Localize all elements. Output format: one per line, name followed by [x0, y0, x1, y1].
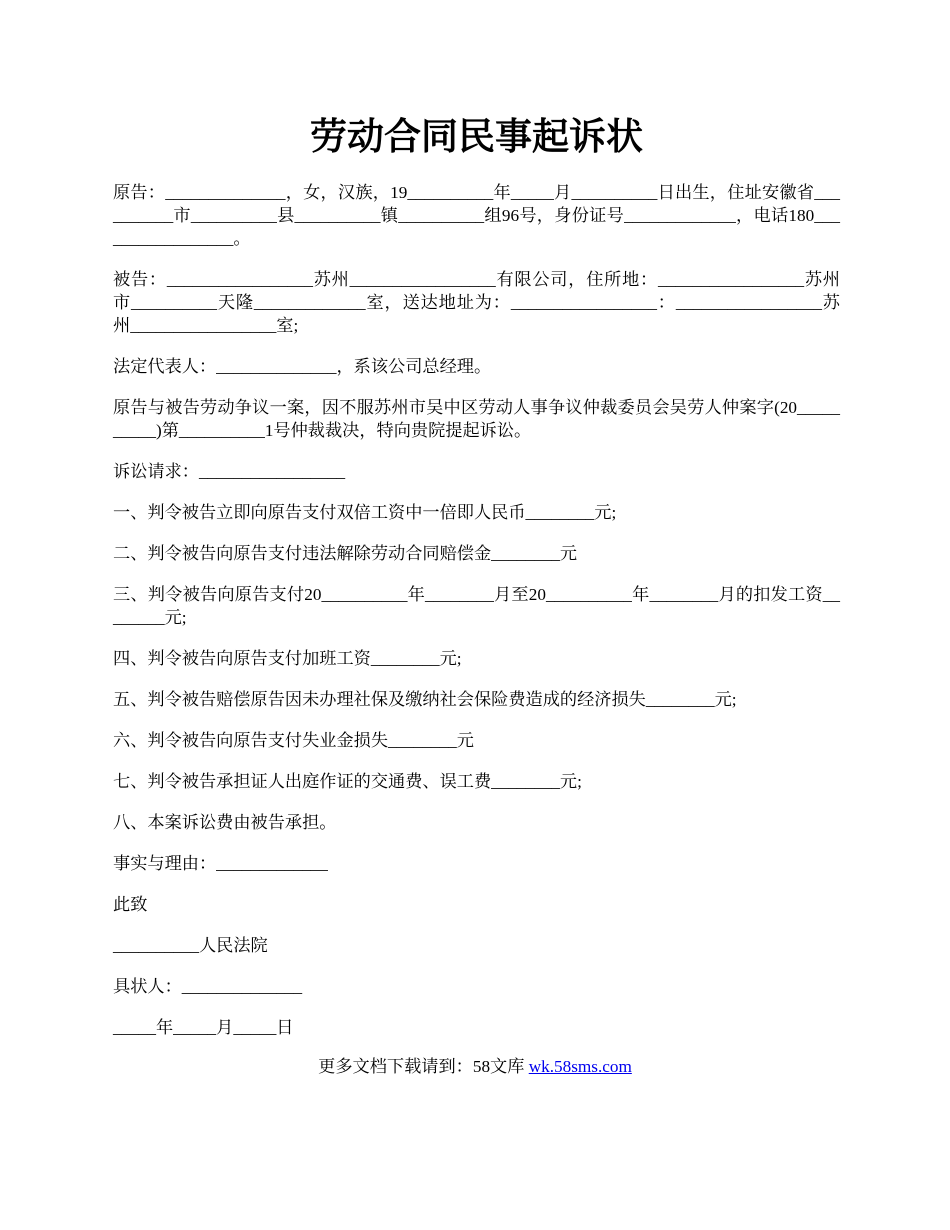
court-name: __________人民法院: [113, 936, 268, 955]
claim-item: 七、判令被告承担证人出庭作证的交通费、误工费________元;: [113, 772, 582, 791]
signatory: 具状人：______________: [113, 977, 303, 996]
claim-item: 五、判令被告赔偿原告因未办理社保及缴纳社会保险费造成的经济损失________元;: [113, 690, 737, 709]
date-line: _____年_____月_____日: [113, 1018, 294, 1037]
footer-text: 更多文档下载请到：58文库: [318, 1057, 529, 1076]
document-title: 劳动合同民事起诉状: [310, 115, 643, 158]
claim-item: 一、判令被告立即向原告支付双倍工资中一倍即人民币________元;: [113, 503, 617, 522]
defendant-info: 被告：_________________苏州_________________有限公司，住所地：_________________苏州市__________天隆_____________室，送达地址为：_________________：_________________苏州_________________室;: [113, 270, 840, 335]
footer-link[interactable]: wk.58sms.com: [528, 1057, 632, 1076]
plaintiff-info: 原告：______________，女，汉族，19__________年_____月__________日出生，住址安徽省__________市__________县__________镇__________组96号，身份证号_____________，电话180_________________。: [113, 183, 840, 248]
claims-heading: 诉讼请求：_________________: [113, 462, 346, 481]
claim-item: 三、判令被告向原告支付20__________年________月至20__________年________月的扣发工资________元;: [113, 585, 840, 627]
download-footer: [0, 1055, 950, 1078]
legal-representative: 法定代表人：______________，系该公司总经理。: [113, 357, 492, 376]
claim-item: 四、判令被告向原告支付加班工资________元;: [113, 649, 462, 668]
facts-and-reasons: 事实与理由：_____________: [113, 854, 328, 873]
document-page: [113, 0, 840, 1039]
document-body: [113, 181, 840, 1039]
claim-item: 二、判令被告向原告支付违法解除劳动合同赔偿金________元: [113, 544, 578, 563]
claim-item: 六、判令被告向原告支付失业金损失________元: [113, 731, 474, 750]
case-background: 原告与被告劳动争议一案，因不服苏州市吴中区劳动人事争议仲裁委员会吴劳人仲案字(20__________)第__________1号仲裁裁决，特向贵院提起诉讼。: [113, 398, 840, 440]
salutation: 此致: [113, 895, 148, 914]
claim-item: 八、本案诉讼费由被告承担。: [113, 813, 337, 832]
